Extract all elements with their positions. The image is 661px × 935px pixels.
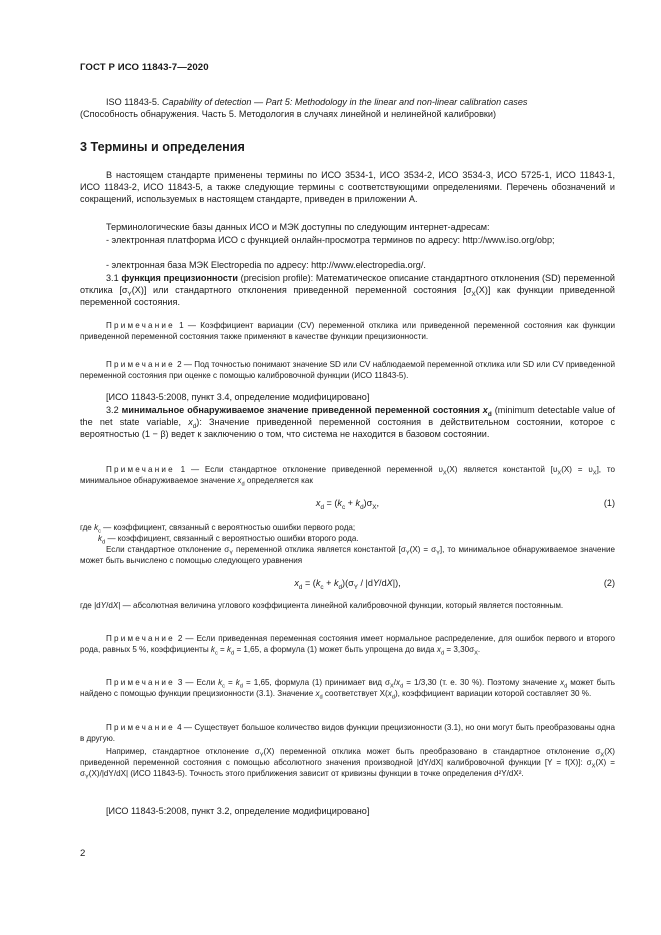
where-slope: где |dY/dX| — абсолютная величина углового коэффициента линейной калибровочной функции, который является постоянным.: [80, 601, 564, 610]
intro-iso-platform: - электронная платформа ИСО с функцией онлайн-просмотра терминов по адресу: http://www.iso.org/obp;: [106, 235, 555, 245]
term-3-1: 3.1 функция прецизионности (precision profile): Математическое описание стандартного отклонения (SD) переменной отклика $[\sigma_Y(X)]$ или стандартного отклонения приведенной переменной состояния $[\sigma_X(X)]$ как функции приведенной переменной состояния.: [80, 273, 615, 308]
intro-electropedia: - электронная база МЭК Electropedia по адресу: http://www.electropedia.org/.: [106, 260, 426, 270]
term-3-1-source: [ИСО 11843-5:2008, пункт 3.4, определение модифицировано]: [106, 392, 370, 402]
section-title: 3 Термины и определения: [80, 140, 245, 154]
term-3-2: 3.2 минимальное обнаруживаемое значение приведенной переменной состояния $x_d$ (minimum detectable value of the net state variable, $x_d$): Значение приведенной переменной состояния в действительном состоянии, которое с вероятностью (1 − β) ведет к заключению о том, что система не находится в базовом состоянии.: [80, 405, 616, 440]
term-3-2-name: минимальное обнаруживаемое значение приведенной переменной состояния: [121, 405, 480, 415]
term-3-2-note-2: Примечание 2 — Если приведенная переменная состояния имеет нормальное распределение, для ошибок первого и второго рода, равных 5 %, коэффициенты $k_c = k_d = 1,65$, а формула (1) может быть упрощена до вида $x_d = 3,30\sigma_X$.: [80, 634, 615, 657]
formula-1-expression: $x_d = (k_c + k_d)\sigma_X$,: [315, 498, 380, 511]
formula-2-number: (2): [603, 578, 615, 588]
where-kd: $k_d$ — коэффициент, связанный с вероятностью ошибки второго рода.: [98, 534, 359, 546]
term-3-2-note-4: Примечание 4 — Существует большое количество видов функции прецизионности (3.1), но они могут быть преобразованы одна в другую.: [80, 723, 615, 743]
formula-2-expression: $x_d = (k_c + k_d)(\sigma_Y / |dY/dX|)$,: [294, 578, 401, 591]
reference-entry: ISO 11843-5. Capability of detection — Part 5: Methodology in the linear and non-linear calibration cases (Способность обнаружения. Часть 5. Методология в случаях линейной и нелинейной калибровки): [80, 97, 528, 120]
term-3-2-note-3: Примечание 3 — Если $k_c = k_d = 1,65$, формула (1) принимает вид $\sigma_X/x_d = 1/3,30$ (т. е. 30 %). Поэтому значение $x_d$ может быть найдено с помощью функции прецизионности (3.1). Значение $x_d$ соответствует $X(x_d)$, коэффициент вариации которой составляет 30 %.: [80, 678, 615, 701]
intro-paragraph: В настоящем стандарте применены термины по ИСО 3534-1, ИСО 3534-2, ИСО 3534-3, ИСО 5725-1, ИСО 11843-1, ИСО 11843-2, ИСО 11843-5, а также следующие термины с соответствующими определениями. Перечень обозначений и сокращений, используемых в настоящем стандарте, приведен в приложении А.: [80, 170, 615, 205]
example-paragraph: Например, стандартное отклонение $\sigma_Y(X)$ переменной отклика может быть преобразовано в стандартное отклонение $\sigma_X(X)$ приведенной переменной состояния с помощью абсолютного значения производной |dY/dX| калибровочной функции [Y = f(X)]: $\sigma_X(X) = \sigma_Y(X)/|dY/dX|$ (ИСО 11843-5). Точность этого приближения зависит от кривизны функции в точке определения d²Y/dX².: [80, 747, 615, 781]
term-3-1-name: функция прецизионности: [121, 273, 238, 283]
term-3-1-note-1: Примечание 1 — Коэффициент вариации (CV) переменной отклика или приведенной переменной состояния как функции приведенной переменной состояния также применяют в качестве функции прецизионности.: [80, 321, 615, 341]
term-3-2-note-1: Примечание 1 — Если стандартное отклонение приведенной переменной $\upsilon_X(X)$ является константой $[\upsilon_X(X) = \upsilon_X]$, то минимальное обнаруживаемое значение $x_d$ определяется как: [80, 465, 616, 488]
intro-databases: Терминологические базы данных ИСО и МЭК доступны по следующим интернет-адресам:: [106, 222, 490, 232]
term-3-1-note-2: Примечание 2 — Под точностью понимают значение SD или CV наблюдаемой переменной отклика или SD или CV приведенной переменной состояния при оценке с помощью калибровочной функции (ИСО 11843-5).: [80, 360, 615, 380]
page-number: 2: [80, 848, 86, 859]
formula-1-number: (1): [603, 498, 615, 508]
where-kc: где $k_c$ — коэффициент, связанный с вероятностью ошибки первого рода;: [80, 523, 356, 535]
term-3-2-source: [ИСО 11843-5:2008, пункт 3.2, определение модифицировано]: [106, 806, 370, 816]
sd-constant-paragraph: Если стандартное отклонение $\sigma_Y$ переменной отклика является константой $[\sigma_Y(X) = \sigma_Y]$, то минимальное обнаруживаемое значение может быть вычислено с помощью следующего уравнения: [80, 545, 615, 565]
document-code: ГОСТ Р ИСО 11843-7—2020: [80, 62, 209, 73]
